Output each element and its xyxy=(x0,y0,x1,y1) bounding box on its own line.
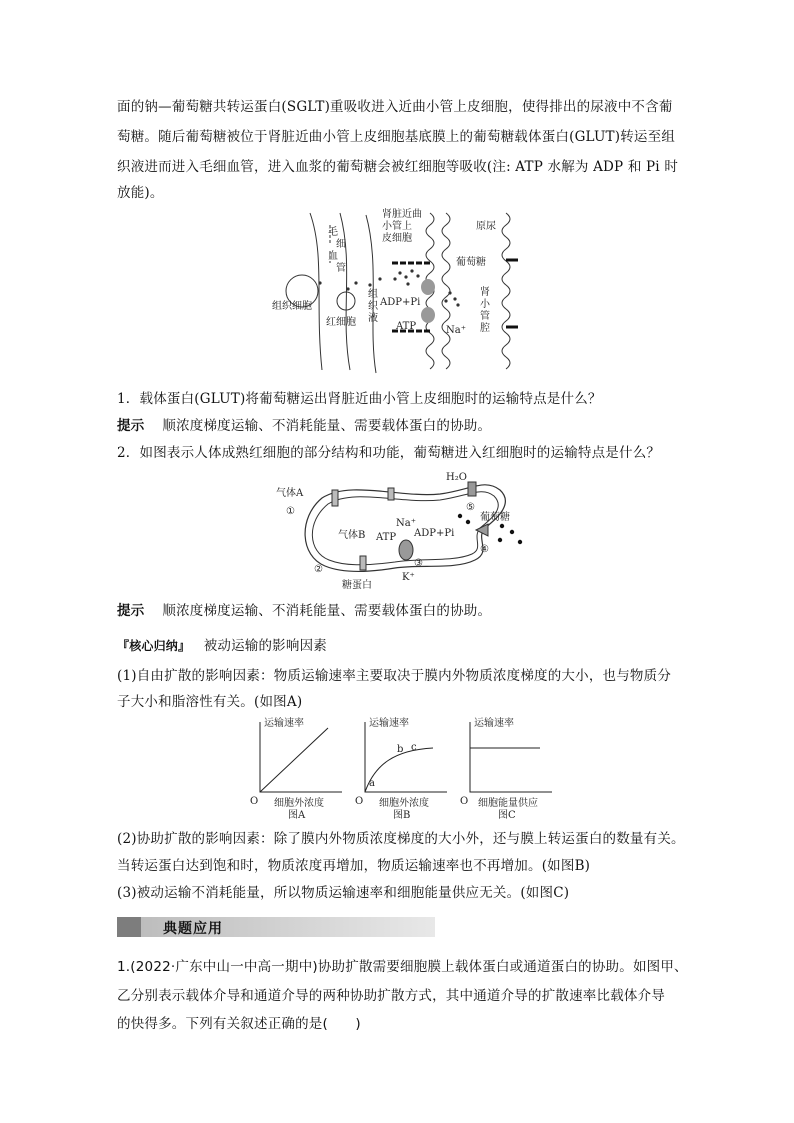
graph-a-line xyxy=(260,728,328,792)
intro-line-1: 面的钠—葡萄糖共转运蛋白(SGLT)重吸收进入近曲小管上皮细胞，使得排出的尿液中不含葡 xyxy=(117,99,673,115)
label-na: Na⁺ xyxy=(446,325,466,336)
qapp-line-3: 的快得多。下列有关叙述正确的是( ) xyxy=(117,1016,361,1032)
graph-a-ylabel: 运输速率 xyxy=(264,718,304,729)
graph-b-xlabel: 细胞外浓度 xyxy=(379,798,429,809)
label-k: K⁺ xyxy=(402,572,415,583)
summary-p2-line1: (2)协助扩散的影响因素：除了膜内外物质浓度梯度的大小外，还与膜上转运蛋白的数量有关。 xyxy=(117,831,685,847)
label-n5: ⑤ xyxy=(466,502,475,513)
label-glucose: 葡萄糖 xyxy=(456,257,486,268)
label-tissue-cell: 组织细胞 xyxy=(272,301,312,312)
kidney-glucose-diagram xyxy=(270,205,530,375)
label-n2: ② xyxy=(314,564,323,575)
label-red-cell: 红细胞 xyxy=(326,317,356,328)
water-channel xyxy=(468,482,476,496)
graph-c-xlabel: 细胞能量供应 xyxy=(478,798,538,809)
graph-b-c: c xyxy=(411,742,417,753)
label-capillary-1: 毛 xyxy=(328,227,338,238)
intro-line-2: 萄糖。随后葡萄糖被位于肾脏近曲小管上皮细胞基底膜上的葡萄糖载体蛋白(GLUT)转运至组 xyxy=(117,129,676,145)
summary-p3-line1: (3)被动运输不消耗能量，所以物质运输速率和细胞能量供应无关。(如图C) xyxy=(117,885,570,901)
na-k-pump xyxy=(399,540,413,560)
graph-b-b: b xyxy=(397,744,404,755)
label-kidney-3: 皮细胞 xyxy=(382,233,412,244)
graph-c-ylabel: 运输速率 xyxy=(474,718,514,729)
q1-question: 1．载体蛋白(GLUT)将葡萄糖运出肾脏近曲小管上皮细胞时的运输特点是什么？ xyxy=(117,391,602,407)
label-h2o: H₂O xyxy=(446,472,467,483)
summary-title: 被动运输的影响因素 xyxy=(203,638,327,654)
label-glycoprotein: 糖蛋白 xyxy=(342,580,372,591)
section-title: 典题应用 xyxy=(163,921,223,937)
graph-b-caption: 图B xyxy=(393,810,411,821)
qapp-line-2: 乙分别表示载体介导和通道介导的两种协助扩散方式，其中通道介导的扩散速率比载体介导 xyxy=(117,988,665,1004)
label-n3: ③ xyxy=(414,558,423,569)
glycoprotein xyxy=(360,556,366,570)
graph-b-ylabel: 运输速率 xyxy=(369,718,409,729)
capillary-wall-right xyxy=(340,213,350,370)
label-adp: ADP+Pi xyxy=(414,528,455,539)
q2-hint xyxy=(117,599,491,619)
q1-hint-label: 提示 xyxy=(117,418,145,434)
summary-p1-line1: (1)自由扩散的影响因素：物质运输速率主要取决于膜内外物质浓度梯度的大小，也与物质分 xyxy=(117,668,672,684)
label-lumen-2: 小 xyxy=(480,299,490,310)
section-bar xyxy=(117,917,435,937)
gas-a-channel xyxy=(332,490,338,506)
label-capillary-4: 管 xyxy=(336,263,346,274)
label-tissue-fluid-3: 液 xyxy=(368,313,378,324)
label-urine: 原尿 xyxy=(476,221,496,232)
intro-line-4: 放能)。 xyxy=(117,185,164,201)
q2-hint-text: 顺浓度梯度运输、不消耗能量、需要载体蛋白的协助。 xyxy=(162,603,492,619)
label-tissue-fluid-1: 组 xyxy=(368,289,378,300)
q1-hint xyxy=(117,414,491,434)
summary-p2-line2: 当转运蛋白达到饱和时，物质浓度再增加，物质运输速率也不再增加。(如图B) xyxy=(117,858,591,874)
label-kidney-1: 肾脏近曲 xyxy=(382,209,422,220)
summary-heading xyxy=(117,634,327,654)
graph-b-origin: O xyxy=(355,796,364,807)
graph-c-origin: O xyxy=(460,796,469,807)
graph-c-caption: 图C xyxy=(498,810,516,821)
label-atp: ATP xyxy=(396,321,417,332)
label-n1: ① xyxy=(286,506,295,517)
capillary-wall-left xyxy=(310,213,322,370)
label-n4: ④ xyxy=(480,544,489,555)
label-capillary-3: 血 xyxy=(328,251,338,262)
graph-a-caption: 图A xyxy=(288,810,306,821)
q2-hint-label: 提示 xyxy=(117,603,145,619)
label-lumen-4: 腔 xyxy=(480,323,490,334)
red-blood-cell-diagram xyxy=(270,468,540,592)
graph-a-xlabel: 细胞外浓度 xyxy=(274,798,324,809)
q1-hint-text: 顺浓度梯度运输、不消耗能量、需要载体蛋白的协助。 xyxy=(162,418,492,434)
glut-transporter xyxy=(421,279,435,295)
summary-p1-line2: 子大小和脂溶性有关。(如图A) xyxy=(117,694,303,710)
label-capillary-2: 细 xyxy=(336,239,346,250)
label-atp: ATP xyxy=(376,532,397,543)
label-glucose: 葡萄糖 xyxy=(480,512,510,523)
q2-question: 2．如图表示人体成熟红细胞的部分结构和功能，葡萄糖进入红细胞时的运输特点是什么？ xyxy=(117,445,661,461)
graph-b xyxy=(355,714,455,821)
graph-a xyxy=(250,714,350,821)
graph-a-origin: O xyxy=(250,796,259,807)
summary-tag: 『核心归纳』 xyxy=(117,639,191,653)
label-gas-a: 气体A xyxy=(276,488,304,499)
label-kidney-2: 小管上 xyxy=(382,221,412,232)
graph-b-a: a xyxy=(369,778,375,789)
label-lumen-3: 管 xyxy=(480,311,490,322)
label-lumen-1: 肾 xyxy=(480,287,490,298)
intro-line-3: 织液进而进入毛细血管，进入血浆的葡萄糖会被红细胞等吸收(注: ATP 水解为 ADP 和 Pi 时 xyxy=(117,159,679,175)
label-na: Na⁺ xyxy=(396,518,416,529)
sglt-transporter xyxy=(421,307,435,323)
graph-c xyxy=(460,714,560,821)
qapp-line-1: 1.(2022·广东中山一中高一期中)协助扩散需要细胞膜上载体蛋白或通道蛋白的协助。如图甲、 xyxy=(117,959,688,975)
label-gas-b: 气体B xyxy=(338,530,366,541)
label-tissue-fluid-2: 织 xyxy=(368,301,378,312)
label-adp: ADP+Pi xyxy=(380,297,421,308)
